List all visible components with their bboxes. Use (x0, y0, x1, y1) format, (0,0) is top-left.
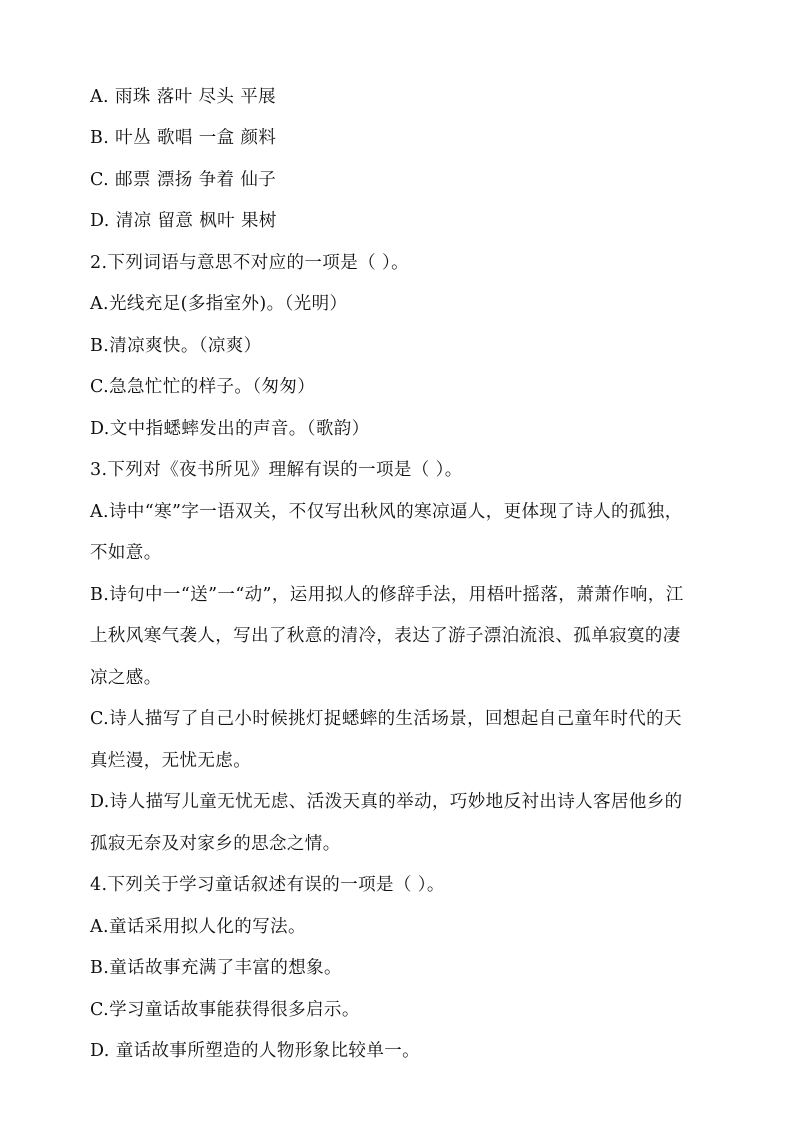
q3-option-b-line2: 上秋风寒气袭人，写出了秋意的清冷，表达了游子漂泊流浪、孤单寂寞的凄 (90, 626, 681, 646)
q3-option-a-line2: 不如意。 (90, 543, 162, 563)
q3-option-b-line3: 凉之感。 (90, 668, 162, 688)
q4-stem: 4.下列关于学习童话叙述有误的一项是（ ）。 (90, 875, 445, 895)
q3-stem: 3.下列对《夜书所见》理解有误的一项是（ ）。 (90, 460, 463, 480)
q2-option-d: D.文中指蟋蟀发出的声音。（歌韵） (90, 419, 370, 439)
q2-option-c: C.急急忙忙的样子。（匆匆） (90, 377, 316, 397)
q2-option-b: B.清凉爽快。（凉爽） (90, 336, 262, 356)
q3-option-c-line1: C.诗人描写了自己小时候挑灯捉蟋蟀的生活场景，回想起自己童年时代的天 (90, 709, 682, 729)
q2-stem: 2.下列词语与意思不对应的一项是（ ）。 (90, 253, 410, 273)
q1-option-a: A. 雨珠 落叶 尽头 平展 (90, 87, 277, 107)
q4-option-a: A.童话采用拟人化的写法。 (90, 917, 306, 937)
q2-option-a: A.光线充足(多指室外)。（光明） (90, 294, 348, 314)
q3-option-c-line2: 真烂漫，无忧无虑。 (90, 751, 252, 771)
q4-option-c: C.学习童话故事能获得很多启示。 (90, 1000, 360, 1020)
q4-option-b: B.童话故事充满了丰富的想象。 (90, 958, 342, 978)
q3-option-d-line1: D.诗人描写儿童无忧无虑、活泼天真的举动，巧妙地反衬出诗人客居他乡的 (90, 792, 683, 812)
q3-option-a-line1: A.诗中“寒”字一语双关，不仅写出秋风的寒凉逼人，更体现了诗人的孤独， (90, 502, 683, 522)
q1-option-c: C. 邮票 漂扬 争着 仙子 (90, 170, 277, 190)
q1-option-d: D. 清凉 留意 枫叶 果树 (90, 211, 277, 231)
q1-option-b: B. 叶丛 歌唱 一盒 颜料 (90, 128, 277, 148)
q3-option-d-line2: 孤寂无奈及对家乡的思念之情。 (90, 834, 341, 854)
q4-option-d: D. 童话故事所塑造的人物形象比较单一。 (90, 1041, 421, 1061)
q3-option-b-line1: B.诗句中一“送”一“动”，运用拟人的修辞手法，用梧叶摇落，萧萧作响，江 (90, 585, 684, 605)
